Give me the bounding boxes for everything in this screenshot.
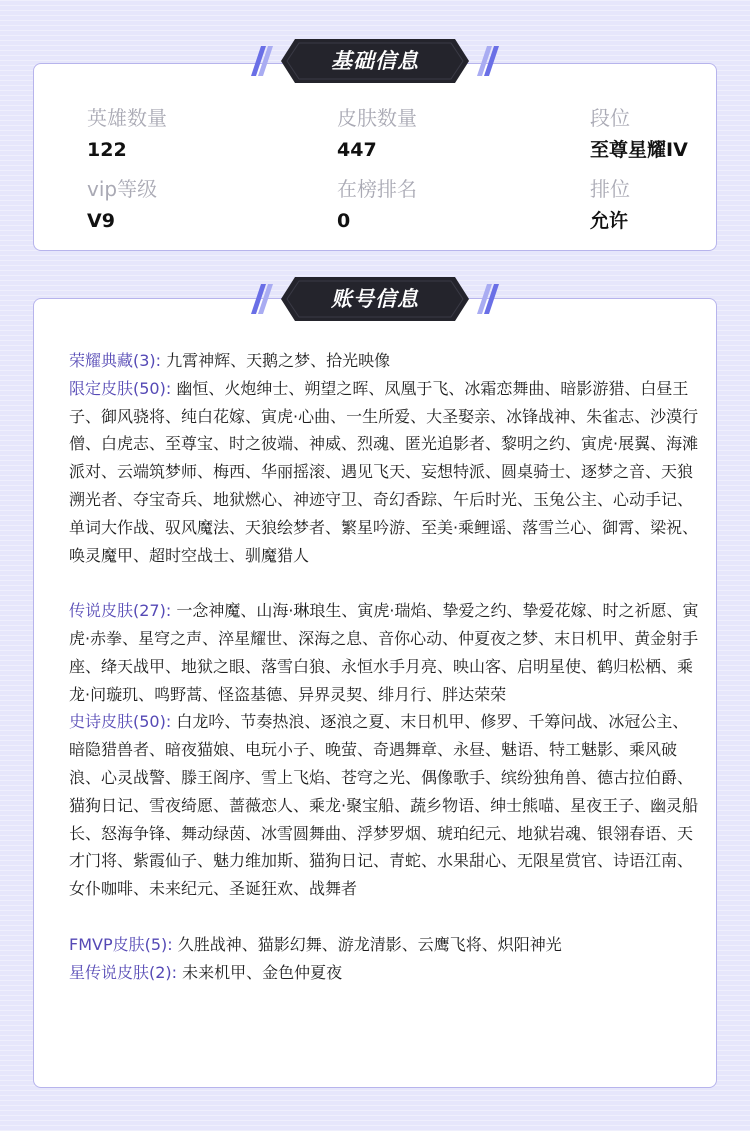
leaderboard-cell	[337, 173, 537, 237]
category-skins: 幽恒、火炮绅士、朔望之晖、凤凰于飞、冰霜恋舞曲、暗影游猎、白昼王子、御风骁将、纯白花嫁、寅虎·心曲、一生所爱、大圣娶亲、冰锋战神、朱雀志、沙漠行僧、白虎志、至尊宝、时之彼端、神威、烈魂、匿光追影者、黎明之约、寅虎·展翼、海滩派对、云端筑梦师、梅西、华丽摇滚、遇见飞天、妄想特派、圆桌骑士、逐梦之音、天狼溯光者、夺宝奇兵、地狱燃心、神迹守卫、奇幻香踪、午后时光、玉兔公主、心动手记、单词大作战、驭风魔法、天狼绘梦者、繁星吟游、至美·乘鲤谣、落雪兰心、御霄、梁祝、唤灵魔甲、超时空战士、驯魔猎人	[69, 378, 699, 565]
skin-category-star-legend	[69, 959, 701, 987]
leaderboard-value: 0	[337, 210, 351, 232]
category-skins: 久胜战神、猫影幻舞、游龙清影、云鹰飞将、炽阳神光	[177, 934, 562, 954]
vip-label: vip等级	[87, 177, 158, 201]
ranked-allowed-label: 排位	[590, 177, 630, 201]
skin-count-label: 皮肤数量	[337, 106, 417, 130]
category-name: 传说皮肤(27):	[69, 601, 172, 621]
skin-category-epic	[69, 708, 701, 903]
leaderboard-label: 在榜排名	[337, 177, 417, 201]
category-skins: 一念神魔、山海·琳琅生、寅虎·瑞焰、挚爱之约、挚爱花嫁、时之祈愿、寅虎·赤拳、星穹之声、淬星耀世、深海之息、音你心动、仲夏夜之梦、末日机甲、黄金射手座、绛天战甲、地狱之眼、落雪白狼、永恒水手月亮、映山客、启明星使、鹤归松栖、乘龙·问璇玑、鸣野蒿、怪盗基德、异界灵契、绯月行、胖达荣荣	[69, 601, 699, 704]
hero-count-value: 122	[87, 139, 127, 161]
basic-info-card	[33, 63, 717, 251]
basic-info-title: 基础信息	[331, 49, 419, 73]
basic-info-header	[247, 38, 503, 84]
rank-cell	[590, 102, 750, 166]
category-name: 史诗皮肤(50):	[69, 712, 172, 732]
vip-value: V9	[87, 210, 115, 232]
skin-category-fmvp	[69, 931, 701, 959]
rank-value: 至尊星耀IV	[590, 139, 688, 161]
rank-label: 段位	[590, 106, 630, 130]
ranked-allowed-value: 允许	[590, 210, 629, 232]
account-info-header	[247, 276, 503, 322]
vip-cell	[87, 173, 287, 237]
skin-count-cell	[337, 102, 537, 166]
category-skins: 未来机甲、金色仲夏夜	[182, 962, 343, 982]
category-name: FMVP皮肤(5):	[69, 934, 173, 954]
ranked-allowed-cell	[590, 173, 750, 237]
category-skins: 白龙吟、节奏热浪、逐浪之夏、末日机甲、修罗、千筹问战、冰冠公主、暗隐猎兽者、暗夜猫娘、电玩小子、晚萤、奇遇舞章、永昼、魅语、特工魅影、乘风破浪、心灵战警、滕王阁序、雪上飞焰、苍穹之光、偶像歌手、缤纷独角兽、德古拉伯爵、猫狗日记、雪夜绮愿、蔷薇恋人、乘龙·聚宝船、蔬乡物语、绅士熊喵、星夜王子、幽灵船长、怒海争锋、舞动绿茵、冰雪圆舞曲、浮梦罗烟、琥珀纪元、地狱岩魂、银翎春语、天才门将、紫霞仙子、魅力维加斯、猫狗日记、青蛇、水果甜心、无限星赏官、诗语江南、女仆咖啡、未来纪元、圣诞狂欢、战舞者	[69, 712, 699, 899]
skin-list	[69, 347, 701, 986]
account-info-card	[33, 298, 717, 1088]
category-name: 星传说皮肤(2):	[69, 962, 178, 982]
hero-count-cell	[87, 102, 287, 166]
category-skins: 九霄神辉、天鹅之梦、拾光映像	[166, 351, 391, 370]
skin-category-collection	[69, 347, 701, 375]
category-name: 限定皮肤(50):	[69, 378, 172, 398]
category-name: 荣耀典藏(3):	[69, 351, 162, 370]
hero-count-label: 英雄数量	[87, 106, 167, 130]
skin-category-limited	[69, 375, 701, 570]
skin-category-legend	[69, 597, 701, 708]
account-info-title: 账号信息	[331, 287, 419, 311]
skin-count-value: 447	[337, 139, 377, 161]
